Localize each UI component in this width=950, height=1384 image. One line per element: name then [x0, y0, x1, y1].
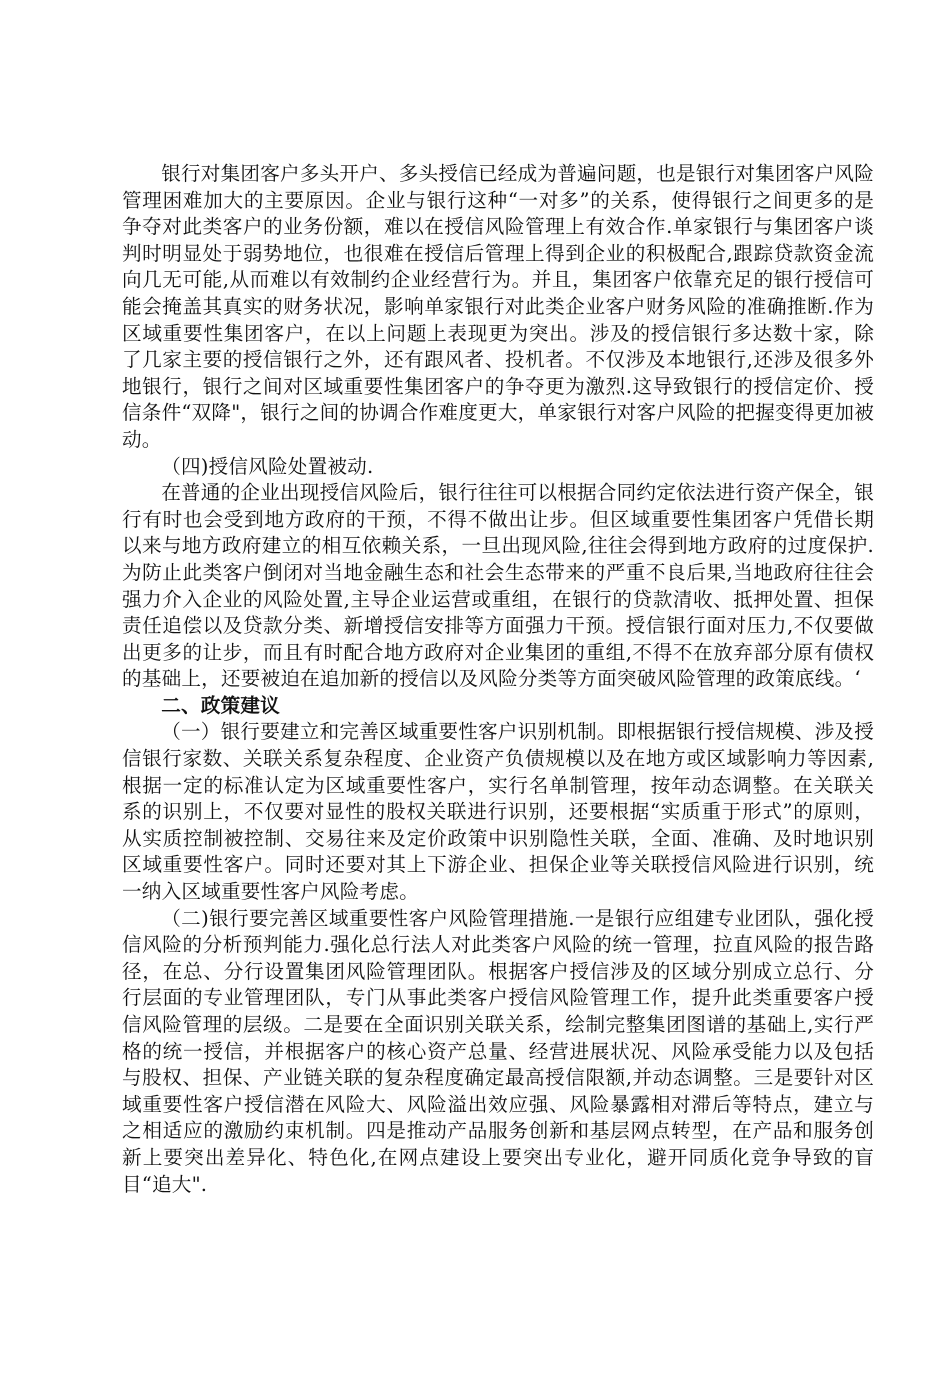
paragraph-identification-mechanism: （一）银行要建立和完善区域重要性客户识别机制。即根据银行授信规模、涉及授信银行家数、关联关系复杂程度、企业资产负债规模以及在地方或区域影响力等因素,根据一定的标准认定为区域重要性客户，实行名单制管理，按年动态调整。在关联关系的识别上，不仅要对显性的股权关联进行识别，还要根据“实质重于形式”的原则，从实质控制被控制、交易往来及定价政策中识别隐性关联，全面、准确、及时地识别区域重要性客户。同时还要对其上下游企业、担保企业等关联授信风险进行识别，统一纳入区域重要性客户风险考虑。 [122, 720, 874, 904]
document-page [122, 161, 874, 1198]
paragraph-risk-disposal: 在普通的企业出现授信风险后，银行往往可以根据合同约定依法进行资产保全，银行有时也会受到地方政府的干预，不得不做出让步。但区域重要性集团客户凭借长期以来与地方政府建立的相互依赖关系，一旦出现风险,往往会得到地方政府的过度保护.为防止此类客户倒闭对当地金融生态和社会生态带来的严重不良后果,当地政府往往会强力介入企业的风险处置,主导企业运营或重组，在银行的贷款清收、抵押处置、担保责任追偿以及贷款分类、新增授信安排等方面强力干预。授信银行面对压力,不仅要做出更多的让步，而且有时配合地方政府对企业集团的重组,不得不在放弃部分原有债权的基础上，还要被迫在追加新的授信以及风险分类等方面突破风险管理的政策底线。‘ [122, 481, 874, 691]
section-heading-policy: 二、政策建议 [161, 693, 280, 717]
subheading-risk-disposal: （四)授信风险处置被动. [161, 454, 374, 478]
paragraph-risk-measures: （二)银行要完善区域重要性客户风险管理措施.一是银行应组建专业团队，强化授信风险的分析预判能力.强化总行法人对此类客户风险的统一管理，拉直风险的报告路径，在总、分行设置集团风险管理团队。根据客户授信涉及的区域分别成立总行、分行层面的专业管理团队，专门从事此类客户授信风险管理工作，提升此类重要客户授信风险管理的层级。二是要在全面识别关联关系，绘制完整集团图谱的基础上,实行严格的统一授信，并根据客户的核心资产总量、经营进展状况、风险承受能力以及包括与股权、担保、产业链关联的复杂程度确定最高授信限额,并动态调整。三是要针对区域重要性客户授信潜在风险大、风险溢出效应强、风险暴露相对滞后等特点，建立与之相适应的激励约束机制。四是推动产品服务创新和基层网点转型，在产品和服务创新上要突出差异化、特色化,在网点建设上要突出专业化，避开同质化竞争导致的盲目“追大". [122, 906, 874, 1196]
paragraph-multi-bank-credit: 银行对集团客户多头开户、多头授信已经成为普遍问题，也是银行对集团客户风险管理困难加大的主要原因。企业与银行这种“一对多”的关系，使得银行之间更多的是争夺对此类客户的业务份额，难以在授信风险管理上有效合作.单家银行与集团客户谈判时明显处于弱势地位，也很难在授信后管理上得到企业的积极配合,跟踪贷款资金流向几无可能,从而难以有效制约企业经营行为。并且，集团客户依靠充足的银行授信可能会掩盖其真实的财务状况，影响单家银行对此类企业客户财务风险的准确推断.作为区域重要性集团客户，在以上问题上表现更为突出。涉及的授信银行多达数十家，除了几家主要的授信银行之外，还有跟风者、投机者。不仅涉及本地银行,还涉及很多外地银行，银行之间对区域重要性集团客户的争夺更为激烈.这导致银行的授信定价、授信条件“双降"，银行之间的协调合作难度更大，单家银行对客户风险的把握变得更加被动。 [122, 162, 874, 451]
